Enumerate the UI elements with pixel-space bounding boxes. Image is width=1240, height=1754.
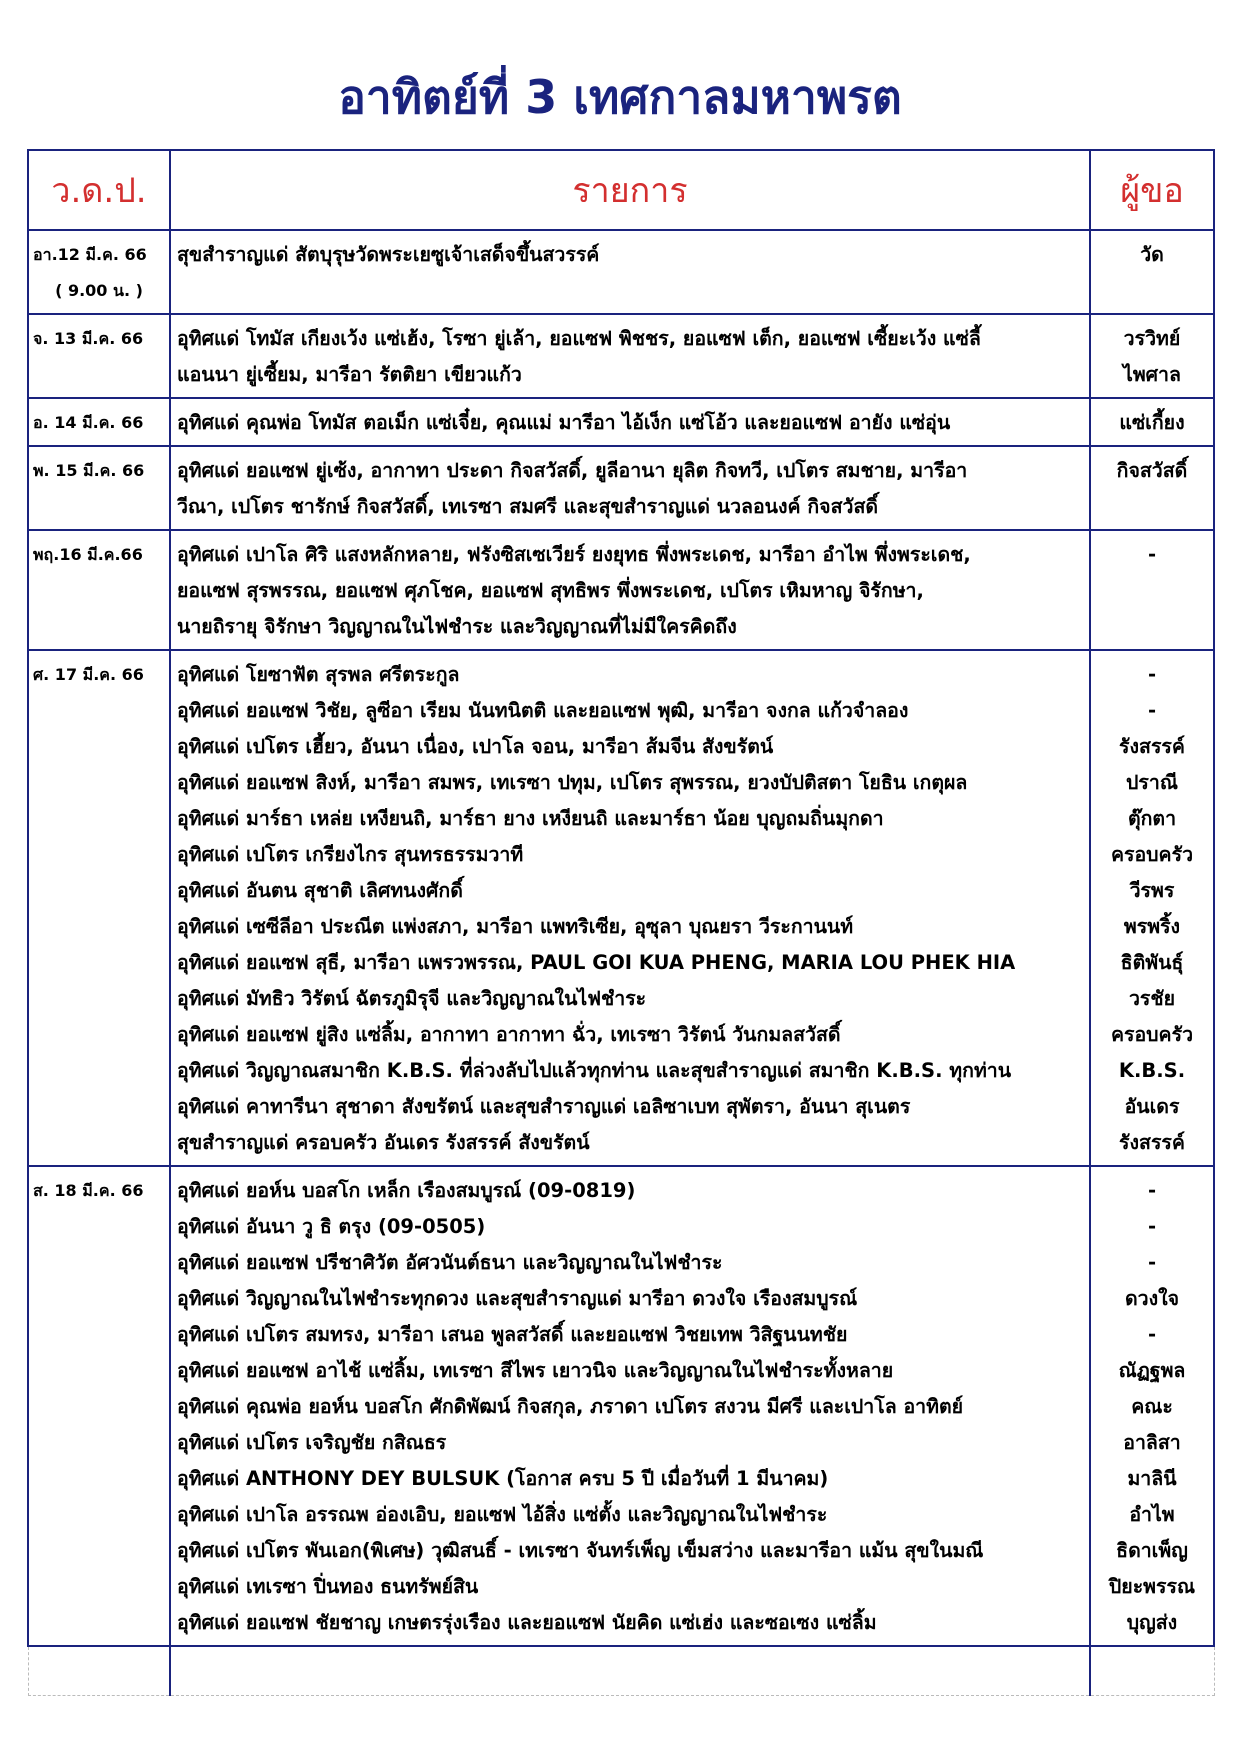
intention-line: อุทิศแด่ โทมัส เกียงเว้ง แซ่เฮ้ง, โรซา ยู่เล้า, ยอแซฟ พิชชร, ยอแซฟ เต็ก, ยอแซฟ เซี้ยะเว้ง แซ่ลี้ [177,327,981,350]
intention-line: อุทิศแด่ มาร์ธา เหล่ย เหงียนถิ, มาร์ธา ยาง เหงียนถิ และมาร์ธา น้อย บุญถมถิ่นมุกดา [177,807,884,830]
intention-line: อุทิศแด่ ยอแซฟ ชัยชาญ เกษตรรุ่งเรือง และยอแซฟ นัยคิด แซ่เฮ่ง และซอเซง แซ่ลิ้ม [177,1611,877,1634]
requester-name: แซ่เกี้ยง [1119,411,1185,434]
requester-name: คณะ [1131,1395,1173,1418]
requester-name: กิจสวัสดิ์ [1116,459,1188,482]
intention-line: อุทิศแด่ คาทารีนา สุชาดา สังขรัตน์ และสุขสำราญแด่ เอลิซาเบท สุพัตรา, อันนา สุเนตร [177,1095,911,1118]
table-row [28,398,1214,446]
intention-line: วีณา, เปโตร ชารักษ์ กิจสวัสดิ์, เทเรซา สมศรี และสุขสำราญแด่ นวลอนงค์ กิจสวัสดิ์ [177,495,879,518]
requester-cell [1090,398,1214,446]
intention-line: อุทิศแด่ คุณพ่อ โทมัส ตอเม็ก แซ่เจี๋ย, คุณแม่ มารีอา ไอ้เง็ก แซ่โอ้ว และยอแซฟ อายัง แซ่อุ่น [177,411,951,434]
empty-cell [28,1646,170,1696]
requester-name: - [1147,663,1157,686]
intention-line: อุทิศแด่ อันนา วู ธิ ตรุง (09-0505) [177,1215,486,1238]
table-row [28,1166,1214,1646]
requester-name: อันเดร [1124,1095,1180,1118]
intention-line: อุทิศแด่ อันตน สุชาติ เลิศทนงศักดิ์ [177,879,463,902]
requester-name: วีรพร [1129,879,1175,902]
intention-line: อุทิศแด่ ยอแซฟ สิงห์, มารีอา สมพร, เทเรซา ปทุม, เปโตร สุพรรณ, ยวงบัปติสตา โยธิน เกตุผล [177,771,968,794]
requester-name: อำไพ [1129,1503,1175,1526]
requester-name: - [1147,699,1157,722]
intention-line: อุทิศแด่ ANTHONY DEY BULSUK (โอกาส ครบ 5 ปี เมื่อวันที่ 1 มีนาคม) [177,1467,829,1490]
date-cell [28,530,170,650]
requester-name: ธิดาเพ็ญ [1116,1539,1188,1562]
date-cell [28,398,170,446]
requester-name: ครอบครัว [1110,843,1194,866]
table-row [28,650,1214,1166]
intention-line: อุทิศแด่ เทเรซา ปิ่นทอง ธนทรัพย์สิน [177,1575,479,1598]
requester-name: ธิติพันธุ์ [1120,951,1184,974]
requester-name: K.B.S. [1118,1059,1186,1082]
date-text: พ. 15 มี.ค. 66 [33,461,145,480]
item-cell [170,530,1090,650]
requester-name: รังสรรค์ [1119,1131,1185,1154]
requester-name: อาลิสา [1123,1431,1181,1454]
table-row [28,230,1214,314]
date-cell [28,314,170,398]
date-text: ศ. 17 มี.ค. 66 [33,665,144,684]
date-cell [28,446,170,530]
intention-line: อุทิศแด่ ยอห์น บอสโก เหล็ก เรืองสมบูรณ์ (09-0819) [177,1179,636,1202]
requester-name: ไพศาล [1123,363,1181,386]
intention-line: สุขสำราญแด่ สัตบุรุษวัดพระเยซูเจ้าเสด็จขึ้นสวรรค์ [177,243,600,266]
intention-line: อุทิศแด่ เปโตร พันเอก(พิเศษ) วุฒิสนธิ์ - เทเรซา จันทร์เพ็ญ เข็มสว่าง และมารีอา แม้น สุขในมณี [177,1539,984,1562]
intention-line: อุทิศแด่ ยอแซฟ อาไช้ แซ่ลิ้ม, เทเรซา สีไพร เยาวนิจ และวิญญาณในไฟชำระทั้งหลาย [177,1359,894,1382]
table-row [28,530,1214,650]
requester-cell [1090,1166,1214,1646]
intention-line: อุทิศแด่ เปโตร สมทรง, มารีอา เสนอ พูลสวัสดิ์ และยอแซฟ วิชยเทพ วิสิฐนนทชัย [177,1323,848,1346]
intention-line: อุทิศแด่ เปาโล ศิริ แสงหลักหลาย, ฟรังซิสเซเวียร์ ยงยุทธ พึ่งพระเดช, มารีอา อำไพ พึ่งพระเดช, [177,543,971,566]
item-cell [170,1166,1090,1646]
table-row [28,314,1214,398]
intention-line: สุขสำราญแด่ ครอบครัว อันเดร รังสรรค์ สังขรัตน์ [177,1131,590,1154]
intention-line: อุทิศแด่ วิญญาณในไฟชำระทุกดวง และสุขสำราญแด่ มารีอา ดวงใจ เรืองสมบูรณ์ [177,1287,858,1310]
empty-row [28,1646,1214,1696]
requester-name: - [1147,1179,1157,1202]
intention-line: อุทิศแด่ ยอแซฟ ยู่สิง แซ่ลิ้ม, อากาทา อากาทา ฉั่ว, เทเรซา วิรัตน์ วันกมลสวัสดิ์ [177,1023,841,1046]
intention-line: อุทิศแด่ มัทธิว วิรัตน์ ฉัตรภูมิรุจี และวิญญาณในไฟชำระ [177,987,647,1010]
time-text: ( 9.00 น. ) [55,281,143,300]
requester-cell [1090,230,1214,314]
intention-line: อุทิศแด่ ยอแซฟ วิชัย, ลูซีอา เรียม นันทนิตติ และยอแซฟ พุฒิ, มารีอา จงกล แก้วจำลอง [177,699,909,722]
item-cell [170,398,1090,446]
intention-line: แอนนา ยู่เซี้ยม, มารีอา รัตติยา เขียวแก้ว [177,363,522,386]
empty-cell [170,1646,1090,1696]
intention-line: อุทิศแด่ เปโตร เกรียงไกร สุนทรธรรมวาที [177,843,524,866]
requester-name: วรชัย [1128,987,1176,1010]
requester-name: วัด [1140,243,1164,266]
intention-line: ยอแซฟ สุรพรรณ, ยอแซฟ ศุภโชค, ยอแซฟ สุทธิพร พึ่งพระเดช, เปโตร เหิมหาญ จิรักษา, [177,579,924,602]
intention-line: อุทิศแด่ ยอแซฟ ปรีชาศิวัต อัศวนันต์ธนา และวิญญาณในไฟชำระ [177,1251,723,1274]
date-text: ส. 18 มี.ค. 66 [33,1181,144,1200]
date-cell [28,650,170,1166]
intention-line: อุทิศแด่ เปโตร เจริญชัย กสิณธร [177,1431,447,1454]
requester-name: มาลินี [1127,1467,1177,1490]
requester-name: พรพริ้ง [1123,915,1181,938]
item-cell [170,446,1090,530]
item-cell [170,314,1090,398]
empty-cell [1090,1646,1214,1696]
intention-line: อุทิศแด่ เซซีลีอา ประณีต แพ่งสภา, มารีอา แพทริเซีย, อุซุลา บุณยรา วีระกานนท์ [177,915,854,938]
requester-name: ครอบครัว [1110,1023,1194,1046]
page-title: อาทิตย์ที่ 3 เทศกาลมหาพรต [338,70,902,124]
header-requester: ผู้ขอ [1090,150,1214,230]
intention-line: อุทิศแด่ คุณพ่อ ยอห์น บอสโก ศักดิพัฒน์ กิจสกุล, ภราดา เปโตร สงวน มีศรี และเปาโล อาทิตย์ [177,1395,964,1418]
requester-cell [1090,446,1214,530]
requester-name: รังสรรค์ [1119,735,1185,758]
date-text: พฤ.16 มี.ค.66 [33,545,143,564]
item-cell [170,230,1090,314]
intention-line: อุทิศแด่ วิญญาณสมาชิก K.B.S. ที่ล่วงลับไปแล้วทุกท่าน และสุขสำราญแด่ สมาชิก K.B.S. ทุกท่าน [177,1059,1012,1082]
intention-line: อุทิศแด่ ยอแซฟ สุธี, มารีอา แพรวพรรณ, PAUL GOI KUA PHENG, MARIA LOU PHEK HIA [177,951,1016,974]
date-text: อา.12 มี.ค. 66 [33,245,147,264]
requester-name: ปิยะพรรณ [1108,1575,1196,1598]
intention-line: อุทิศแด่ โยซาฟัต สุรพล ศรีตระกูล [177,663,460,686]
intention-line: นายถิรายุ จิรักษา วิญญาณในไฟชำระ และวิญญาณที่ไม่มีใครคิดถึง [177,615,737,638]
date-text: จ. 13 มี.ค. 66 [33,329,144,348]
table-header-row [28,150,1214,230]
intentions-table-wrapper [27,149,1213,1696]
intention-line: อุทิศแด่ เปาโล อรรณพ อ่องเอิบ, ยอแซฟ ไอ้สิ่ง แซ่ตั้ง และวิญญาณในไฟชำระ [177,1503,828,1526]
mass-intentions-table [27,149,1215,1696]
requester-name: - [1147,1215,1157,1238]
intention-line: อุทิศแด่ ยอแซฟ ยู่เซ้ง, อากาทา ประดา กิจสวัสดิ์, ยูลีอานา ยุลิต กิจทวี, เปโตร สมชาย, มารีอา [177,459,968,482]
requester-name: - [1147,1323,1157,1346]
requester-name: - [1147,543,1157,566]
requester-name: ตุ๊กตา [1127,807,1177,830]
header-date: ว.ด.ป. [28,150,170,230]
date-cell [28,230,170,314]
item-cell [170,650,1090,1166]
requester-cell [1090,650,1214,1166]
requester-cell [1090,530,1214,650]
requester-name: บุญส่ง [1126,1611,1178,1634]
requester-name: ปราณี [1126,771,1178,794]
intention-line: อุทิศแด่ เปโตร เฮี้ยว, อันนา เนื่อง, เปาโล จอน, มารีอา ส้มจีน สังขรัตน์ [177,735,774,758]
table-row [28,446,1214,530]
table-body [28,230,1214,1696]
header-item: รายการ [170,150,1090,230]
requester-name: ณัฏฐพล [1118,1359,1186,1382]
date-text: อ. 14 มี.ค. 66 [33,413,144,432]
requester-cell [1090,314,1214,398]
requester-name: - [1147,1251,1157,1274]
requester-name: ดวงใจ [1124,1287,1180,1310]
requester-name: วรวิทย์ [1123,327,1181,350]
date-cell [28,1166,170,1646]
